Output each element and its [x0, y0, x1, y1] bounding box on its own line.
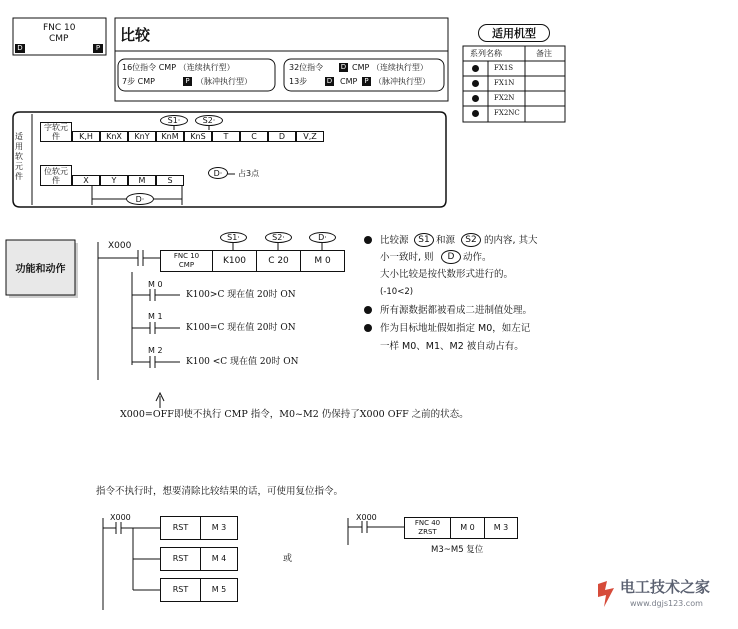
spec-16bit-pulse: （脉冲执行型）	[196, 77, 252, 86]
bullet1-line3: 大小比较是按代数形式进行的。	[380, 269, 514, 280]
cmp-op2: C 20	[257, 251, 301, 271]
reset-input-left: X000	[110, 513, 131, 522]
rst-op: M 4	[211, 554, 227, 563]
d-tag: D·	[126, 193, 154, 205]
bit-cell: X	[72, 175, 100, 186]
section-label: 功能和动作	[15, 264, 66, 275]
word-cell: KnX	[100, 131, 128, 142]
s1-tag: S1·	[220, 232, 247, 243]
p-mark-badge: P	[93, 44, 103, 53]
models-title: 适用机型	[478, 24, 550, 42]
model-fx1s: FX1S	[494, 64, 514, 72]
cmp-instruction-block	[160, 250, 345, 272]
bit-cell: S	[156, 175, 184, 186]
model-fx1n: FX1N	[494, 79, 515, 87]
model-bullet-icon	[472, 110, 479, 117]
s1-tag: S1·	[160, 115, 188, 126]
rst-block-m3	[160, 516, 238, 540]
output-desc-m1: K100=C 现在值 20时 ON	[186, 323, 296, 333]
s2-tag: S2·	[195, 115, 223, 126]
word-cell: D	[268, 131, 296, 142]
cmp-op3: M 0	[314, 256, 331, 266]
models-col-series: 系列名称	[470, 49, 502, 58]
bit-cell: M	[128, 175, 156, 186]
word-device-row	[72, 131, 324, 142]
page-title: 比较	[120, 26, 151, 44]
spec-32bit-cmp: CMP	[340, 77, 358, 86]
d-note-tag: D·	[208, 167, 228, 179]
cmp-code-cell: FNC 10 CMP	[161, 251, 213, 271]
zrst-note: M3~M5 复位	[431, 545, 484, 555]
reset-input-right: X000	[356, 513, 377, 522]
bullet1-a: 比较源	[380, 235, 409, 246]
model-fx2nc: FX2NC	[494, 109, 520, 117]
word-cell: KnY	[128, 131, 156, 142]
d-mark-badge: D	[340, 63, 347, 71]
spec-32bit-steps: 13步	[289, 77, 308, 86]
d-note: 占3点	[238, 169, 260, 178]
word-cell: KnS	[184, 131, 212, 142]
operands-side-label: 适用软元件	[15, 132, 23, 181]
watermark-url: www.dgjs123.com	[630, 599, 703, 608]
bullet1-line4: (-10<2)	[380, 287, 414, 297]
bullet1-s1: S1	[414, 233, 434, 247]
word-cell: V,Z	[296, 131, 324, 142]
spec-32bit-pulse: （脉冲执行型）	[374, 77, 430, 86]
rst-cmd: RST	[161, 579, 201, 601]
ladder-note: X000=OFF即使不执行 CMP 指令，M0~M2 仍保持了X000 OFF 之前的状态。	[120, 409, 469, 420]
bullet1-d: D	[441, 250, 461, 264]
fnc-code: FNC 10	[43, 23, 76, 33]
bit-device-label: 位软元件	[40, 165, 72, 186]
bullet1-line2a: 小一致时, 则	[380, 252, 434, 263]
spec-16bit-line2: 7步 CMP	[122, 77, 155, 86]
watermark-logo-icon	[595, 580, 617, 608]
p-mark-badge: P	[183, 77, 192, 86]
bullet1-mid: 和源	[436, 235, 456, 246]
d-mark-badge: D	[15, 44, 25, 53]
model-bullet-icon	[472, 65, 479, 72]
zrst-op1: M 0	[451, 518, 485, 538]
bullet1-s2: S2	[461, 233, 481, 247]
output-coil-m1: M 1	[148, 312, 163, 321]
bullet-icon	[364, 324, 372, 332]
bit-device-row	[72, 175, 184, 186]
output-desc-m2: K100 <C 现在值 20时 ON	[186, 357, 299, 367]
output-desc-m0: K100>C 现在值 20时 ON	[186, 290, 296, 300]
d-tag: D·	[309, 232, 336, 243]
spec-32bit-line1: 32位指令	[289, 63, 324, 72]
or-label: 或	[283, 554, 293, 564]
rst-op: M 5	[211, 585, 227, 594]
zrst-code-cell: FNC 40 ZRST	[405, 518, 451, 538]
watermark-text: 电工技术之家	[620, 578, 711, 596]
word-device-label: 字软元件	[40, 122, 72, 142]
instruction-code-box	[13, 18, 106, 55]
rst-block-m4	[160, 547, 238, 571]
bullet1-tail: 的内容, 其大	[484, 235, 538, 246]
ladder-input-label: X000	[108, 241, 132, 251]
spec-16bit-line1: 16位指令 CMP （连续执行型）	[122, 63, 235, 72]
output-coil-m0: M 0	[148, 280, 163, 289]
s2-tag: S2·	[265, 232, 292, 243]
bit-cell: Y	[100, 175, 128, 186]
rst-cmd: RST	[161, 548, 201, 570]
model-bullet-icon	[472, 80, 479, 87]
bullet2: 所有源数据都被看成二进制值处理。	[380, 305, 533, 316]
word-cell: C	[240, 131, 268, 142]
word-cell: T	[212, 131, 240, 142]
spec-32bit-cont: CMP （连续执行型）	[352, 63, 428, 72]
rst-cmd: RST	[161, 517, 201, 539]
p-mark-badge: P	[362, 77, 371, 86]
zrst-op2: M 3	[493, 523, 509, 532]
d-mark-badge: D	[326, 77, 333, 85]
output-coil-m2: M 2	[148, 346, 163, 355]
reset-instruction: 指令不执行时，想要清除比较结果的话，可使用复位指令。	[96, 486, 344, 497]
bullet3-line2: 一样 M0、M1、M2 被自动占有。	[380, 341, 524, 352]
cmp-op1: K100	[213, 251, 257, 271]
bullet-icon	[364, 236, 372, 244]
bullet3-line1: 作为目标地址假如指定 M0，如左记	[380, 323, 531, 334]
bullet1-line2b: 动作。	[463, 252, 492, 263]
rst-block-m5	[160, 578, 238, 602]
zrst-block	[404, 517, 518, 539]
rst-op: M 3	[211, 523, 227, 532]
word-cell: K,H	[72, 131, 100, 142]
model-fx2n: FX2N	[494, 94, 515, 102]
fnc-name: CMP	[49, 34, 69, 44]
word-cell: KnM	[156, 131, 184, 142]
bullet-icon	[364, 306, 372, 314]
models-col-note: 备注	[536, 49, 552, 58]
model-bullet-icon	[472, 95, 479, 102]
